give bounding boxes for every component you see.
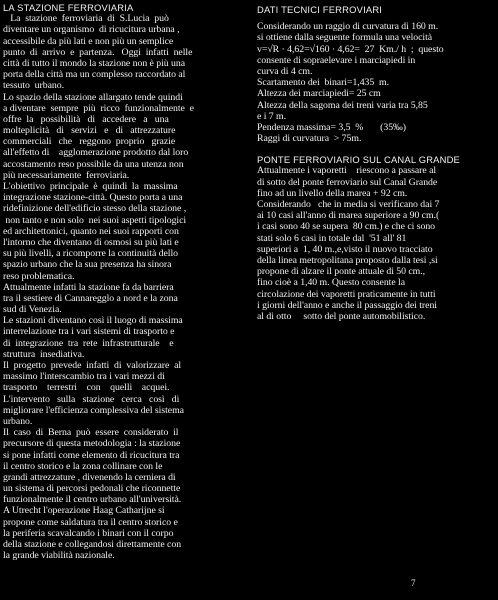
text-line: l'intorno che diventano di osmosi su più lati e	[3, 236, 179, 248]
section-title-stazione: LA STAZIONE FERROVIARIA	[3, 2, 134, 13]
text-line: della linea metropolitana proposto dalla tesi ,si	[257, 254, 438, 266]
text-line: Il caso di Berna può essere considerato il	[3, 427, 179, 439]
text-line: trasporto terrestri con quelli acquei.	[3, 382, 170, 394]
text-line: i casi sono 40 se supera 80 cm.) e che ci sono	[257, 221, 436, 233]
text-line: punto di arrivo e partenza. Oggi infatti nelle	[3, 46, 193, 58]
text-line: integrazione stazione-città. Questo porta a una	[3, 192, 183, 204]
text-line: a diventare sempre più ricco funzionalmente e	[3, 102, 194, 114]
text-line: curva di 4 cm.	[257, 65, 313, 77]
text-line: fino ad un livello della marea + 92 cm.	[257, 187, 408, 199]
text-line: Altezza della sagoma dei treni varia tra 5,85	[257, 99, 428, 111]
text-line: Altezza dei marciapiedi= 25 cm	[257, 88, 381, 100]
text-line: un sistema di percorsi pedonali che riconnette	[3, 483, 181, 495]
text-line: reso problematica.	[3, 270, 75, 282]
text-line: L'obiettivo principale è quindi la massima	[3, 181, 178, 192]
paragraph	[3, 13, 245, 91]
text-line: Considerando un raggio di curvatura di 160 m.	[257, 21, 439, 33]
text-line: tessuto urbano.	[3, 80, 64, 92]
tech-data-block	[257, 21, 493, 144]
text-line: Lo spazio della stazione allargato tende quindi	[3, 91, 183, 103]
text-line: Attualmente i vaporetti riescono a passare al	[257, 165, 437, 177]
text-line: interrelazione tra i vari sistemi di trasporto e	[3, 326, 175, 338]
text-line: il centro storico e la zona collinare con le	[3, 460, 163, 472]
text-line: ed architettonici, quanto nei suoi rapporti con	[3, 225, 179, 237]
text-line: Le stazioni diventano così il luogo di massima	[3, 315, 183, 327]
text-line: precursore di questa metodologia : la stazione	[3, 438, 181, 450]
text-line: porta della città ma un complesso raccordato al	[3, 69, 186, 81]
section-title-ponte: PONTE FERROVIARIO SUL CANAL GRANDE	[257, 154, 461, 166]
text-line: ridefinizione dell'edificio stesso della stazione ,	[3, 203, 187, 215]
section-title-dati-tecnici: DATI TECNICI FERROVIARI	[257, 4, 383, 15]
text-line: Scartamento dei binari=1,435 m.	[257, 77, 390, 89]
paragraph	[3, 505, 245, 561]
left-paragraphs	[3, 13, 245, 561]
text-line: non tanto e non solo nei suoi aspetti tipologici	[3, 214, 187, 226]
paragraph	[3, 282, 245, 316]
text-line: e i 7 m.	[257, 110, 286, 122]
text-line: Considerando che in media si verificano dai 7	[257, 199, 440, 210]
text-line: spazio urbano che la sua presenza ha sinora	[3, 259, 172, 271]
text-line: stati solo 6 casi in totale dal '51 all' 81	[257, 232, 407, 244]
text-line: v=√R · 4,62=√160 · 4,62= 27 Km./ h ; questo	[257, 43, 444, 55]
text-line: su più livelli, a ricomporre la continuità dello	[3, 248, 178, 260]
text-line: accostamento reso possibile da una utenza non	[3, 158, 184, 170]
text-line: molteplicità di servizi e di attrezzature	[3, 125, 176, 137]
text-line: migliorare l'efficienza complessiva del sistema	[3, 404, 184, 416]
text-line: della stazione e collegandosi direttamente con	[3, 539, 182, 550]
text-line: Il progetto prevede infatti di valorizzare al	[3, 360, 182, 371]
text-line: Pendenza massima= 3,5 % (35‰)	[257, 121, 407, 133]
paragraph	[3, 427, 245, 505]
text-line: urbano.	[3, 415, 33, 427]
text-line: offre la possibilità di accedere a una	[3, 113, 169, 125]
text-line: di sotto del ponte ferroviario sul Canal Grande	[257, 176, 438, 188]
margin-mark: 7	[411, 578, 416, 588]
text-line: circolazione dei vaporetti praticamente in tutti	[257, 288, 436, 300]
text-line: città di tutto il mondo la stazione non è più una	[3, 57, 186, 69]
text-line: si pone infatti come elemento di ricucitura tra	[3, 449, 180, 461]
text-line: Raggi di curvatura > 75m.	[257, 133, 362, 145]
text-line: A Utrecht l'operazione Haag Catharijne si	[3, 505, 165, 517]
left-column	[3, 0, 245, 561]
text-line: consente di sopraelevare i marciapiedi in	[257, 54, 416, 66]
text-line: fino cioè a 1,40 m. Questo consente la	[257, 277, 406, 289]
text-line: propone come saldatura tra il centro storico e	[3, 516, 178, 528]
text-line: tra il sestiere di Cannaregglo a nord e la zona	[3, 292, 178, 304]
text-line: sud di Venezia.	[3, 304, 62, 316]
text-line: commerciali che reggono proprio grazie	[3, 136, 176, 148]
text-line: Attualmente infatti la stazione fa da barriera	[3, 281, 174, 293]
text-line: struttura insediativa.	[3, 348, 85, 360]
text-line: più necessariamente ferroviaria.	[3, 169, 130, 181]
text-line: accessibile da più lati e non più un semplice	[3, 35, 174, 47]
text-line: all'effetto di agglomerazione prodotto dal loro	[3, 147, 189, 159]
right-column	[257, 0, 493, 322]
text-line: la grande viabilità nazionale.	[3, 550, 115, 562]
text-line: la periferia scavalcando i binari con il corpo	[3, 527, 174, 539]
text-line: ai 10 casi all'anno di marea superiore a 90 cm.(	[257, 210, 440, 222]
text-line: massimo l'interscambio tra i vari mezzi di	[3, 371, 165, 383]
text-line: di integrazione tra rete infrastrutturale e	[3, 337, 174, 349]
text-line: funzionalmente il centro urbano all'università.	[3, 494, 182, 506]
paragraph	[3, 360, 245, 427]
text-line: L'intervento sulla stazione cerca così di	[3, 393, 180, 405]
bridge-paragraph	[257, 165, 493, 322]
text-line: superiori a 1, 40 m.,e,visto il nuovo tracciato	[257, 243, 433, 255]
paragraph	[3, 315, 245, 360]
text-line: i giorni dell'anno e anche il passaggio dei treni	[257, 299, 437, 311]
text-line: propone di alzare il ponte attuale di 50 cm.,	[257, 266, 426, 278]
text-line: diventare un organismo di ricucitura urbana ,	[3, 24, 180, 36]
text-line: grandi attrezzature , divenendo la cerniera di	[3, 471, 176, 483]
paragraph	[3, 181, 245, 282]
text-line: si ottiene dalla seguente formula una velocità	[257, 32, 433, 44]
text-line: La stazione ferroviaria di S.Lucia può	[3, 13, 169, 25]
text-line: al di otto sotto del ponte automobilistico.	[257, 310, 426, 322]
paragraph	[3, 92, 245, 182]
